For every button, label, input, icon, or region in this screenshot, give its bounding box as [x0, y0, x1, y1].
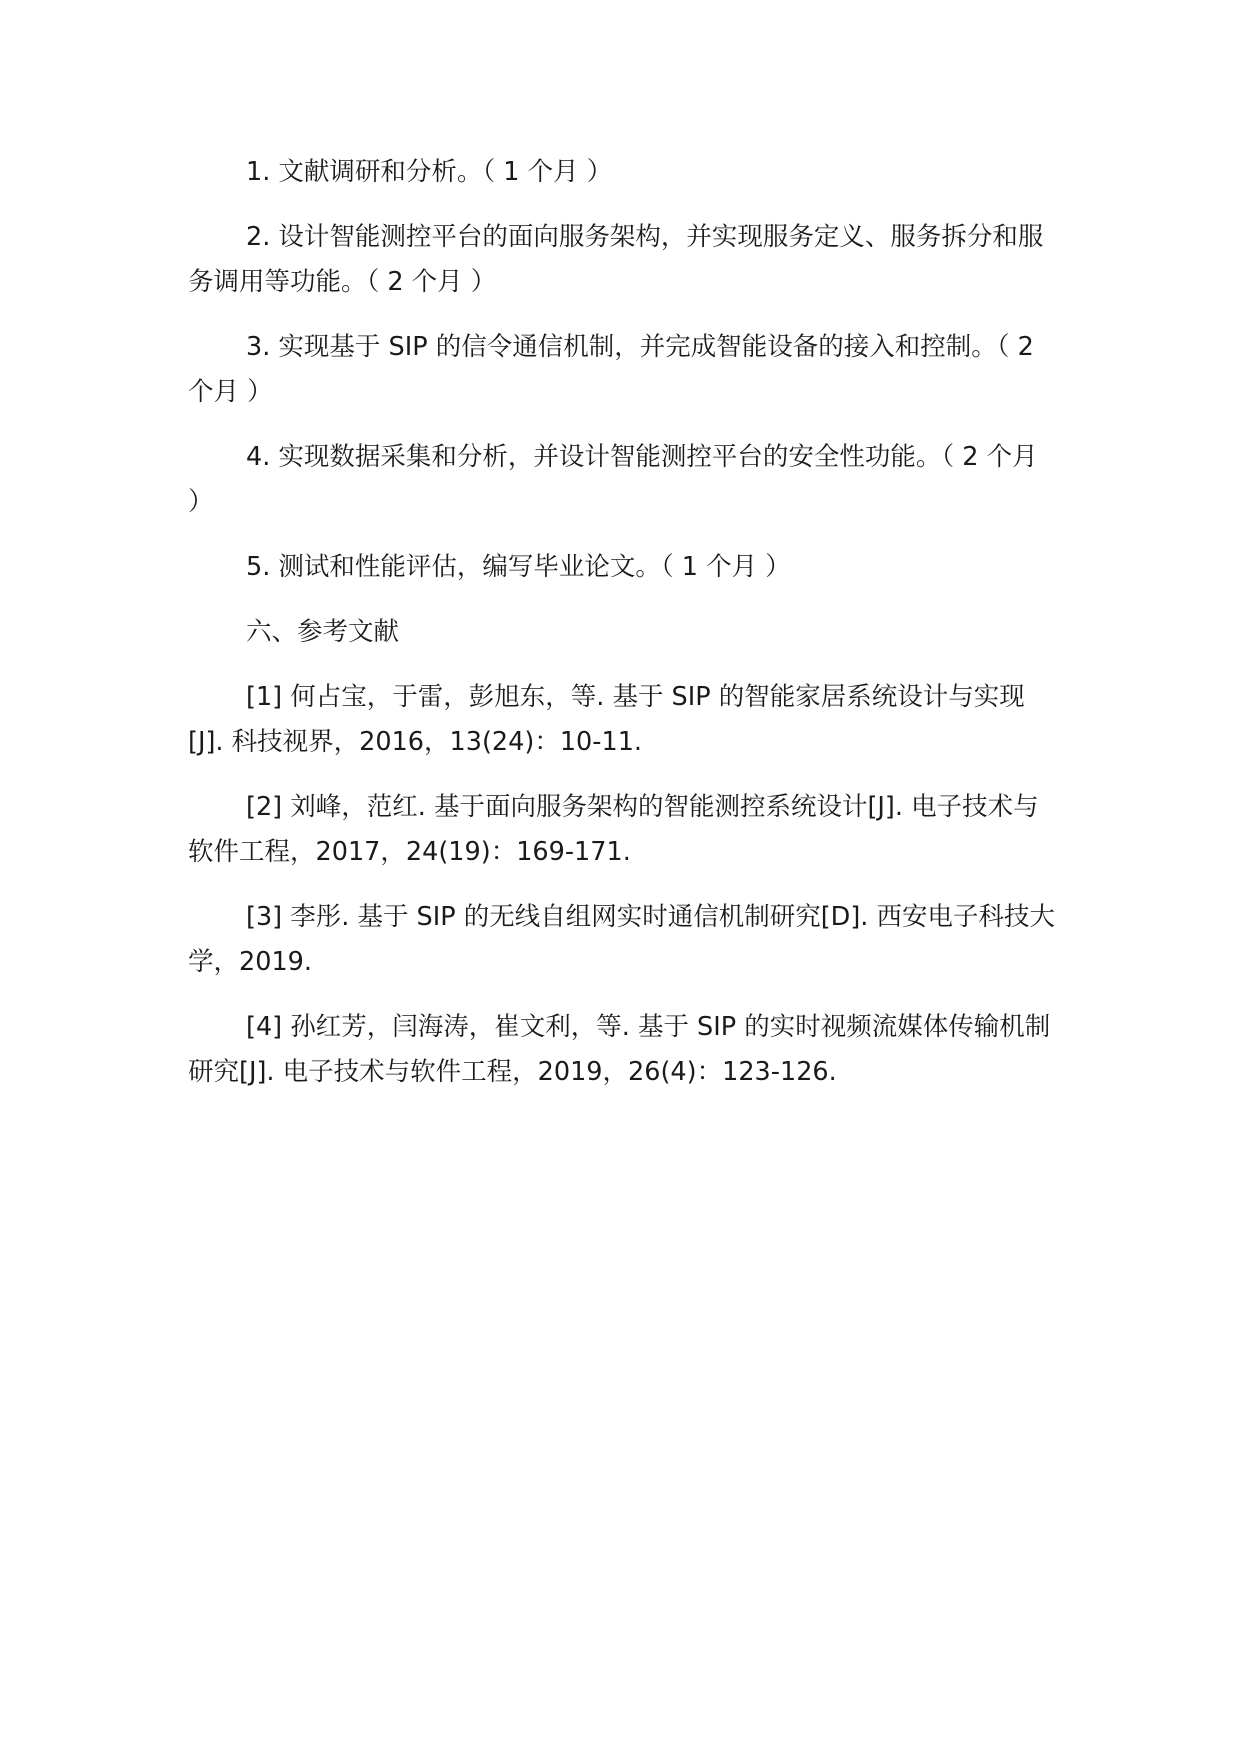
reference-3: [3] 李彤. 基于 SIP 的无线自组网实时通信机制研究[D]. 西安电子科技大学，2019.	[188, 902, 1055, 977]
plan-item-5: 5. 测试和性能评估，编写毕业论文。（ 1 个月 ）	[246, 552, 791, 582]
plan-item-2: 2. 设计智能测控平台的面向服务架构，并实现服务定义、服务拆分和服务调用等功能。（ 2 个月 ）	[188, 222, 1044, 297]
document-body	[188, 150, 1056, 1115]
reference-4: [4] 孙红芳，闫海涛，崔文利，等. 基于 SIP 的实时视频流媒体传输机制研究[J]. 电子技术与软件工程，2019，26(4)：123-126.	[188, 1012, 1051, 1087]
plan-item-1: 1. 文献调研和分析。（ 1 个月 ）	[246, 157, 613, 187]
reference-2: [2] 刘峰，范红. 基于面向服务架构的智能测控系统设计[J]. 电子技术与软件工程，2017，24(19)：169-171.	[188, 792, 1039, 867]
references-heading: 六、参考文献	[246, 617, 400, 647]
reference-1: [1] 何占宝，于雷，彭旭东，等. 基于 SIP 的智能家居系统设计与实现[J]. 科技视界，2016，13(24)：10-11.	[188, 682, 1025, 757]
plan-item-4: 4. 实现数据采集和分析，并设计智能测控平台的安全性功能。（ 2 个月 ）	[188, 442, 1038, 517]
plan-item-3: 3. 实现基于 SIP 的信令通信机制，并完成智能设备的接入和控制。（ 2 个月 ）	[188, 332, 1034, 407]
